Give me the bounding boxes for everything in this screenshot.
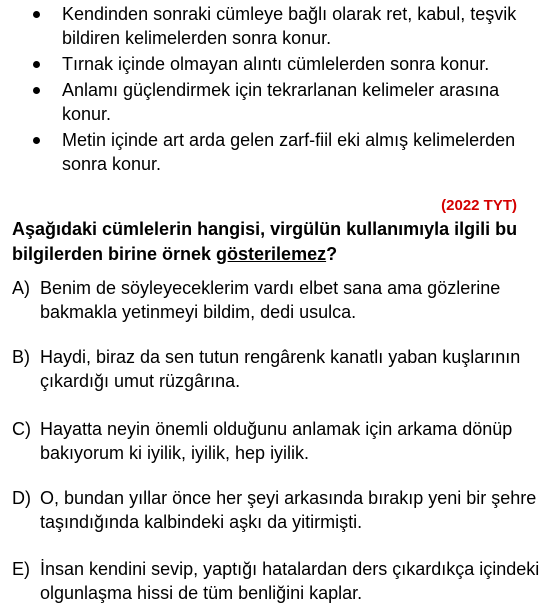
question-suffix: ? <box>326 244 338 264</box>
option-text: Benim de söyleyeceklerim vardı elbet sana ama gözlerine bakmakla yetinmeyi bildim, dedi usulca. <box>40 278 501 322</box>
option-text: Hayatta neyin önemli olduğunu anlamak için arkama dönüp bakıyorum ki iyilik, iyilik, hep iyilik. <box>40 419 513 463</box>
rule-bullet-item <box>0 78 543 126</box>
answer-option-a[interactable] <box>12 276 540 324</box>
rule-bullet-list <box>0 2 543 178</box>
rule-bullet-item <box>0 128 543 176</box>
bullet-dot-icon <box>33 87 40 94</box>
option-text: Haydi, biraz da sen tutun rengârenk kanatlı yaban kuşlarının çıkardığı umut rüzgârına. <box>40 347 521 391</box>
rule-bullet-item <box>0 52 543 76</box>
answer-option-b[interactable] <box>12 345 540 393</box>
option-letter: E) <box>12 559 30 579</box>
answer-option-e[interactable] <box>12 557 540 605</box>
answer-option-c[interactable] <box>12 417 540 465</box>
answer-option-d[interactable] <box>12 486 540 534</box>
exam-source-tag: (2022 TYT) <box>441 197 517 214</box>
bullet-dot-icon <box>33 61 40 68</box>
option-text: İnsan kendini sevip, yaptığı hatalardan ders çıkardıkça içindeki olgunlaşma hissi de tüm benliğini kaplar. <box>40 559 540 603</box>
rule-text: Anlamı güçlendirmek için tekrarlanan kelimeler arasına konur. <box>62 80 500 124</box>
option-letter: B) <box>12 347 30 367</box>
rule-text: Kendinden sonraki cümleye bağlı olarak ret, kabul, teşvik bildiren kelimelerden sonra konur. <box>62 4 517 48</box>
option-letter: C) <box>12 419 31 439</box>
bullet-dot-icon <box>33 11 40 18</box>
question-negative-word: gösterilemez <box>216 244 327 264</box>
bullet-dot-icon <box>33 137 40 144</box>
question-prefix: Aşağıdaki cümlelerin hangisi, virgülün kullanımıyla ilgili bu bilgilerden birine örnek <box>12 219 518 264</box>
rule-text: Tırnak içinde olmayan alıntı cümlelerden sonra konur. <box>62 54 490 74</box>
option-text: O, bundan yıllar önce her şeyi arkasında bırakıp yeni bir şehre taşındığında kalbindeki aşkı da yitirmişti. <box>40 488 537 532</box>
question-stem <box>12 217 537 267</box>
rule-bullet-item <box>0 2 543 50</box>
rule-text: Metin içinde art arda gelen zarf-fiil eki almış kelimelerden sonra konur. <box>62 130 516 174</box>
option-letter: D) <box>12 488 31 508</box>
option-letter: A) <box>12 278 30 298</box>
